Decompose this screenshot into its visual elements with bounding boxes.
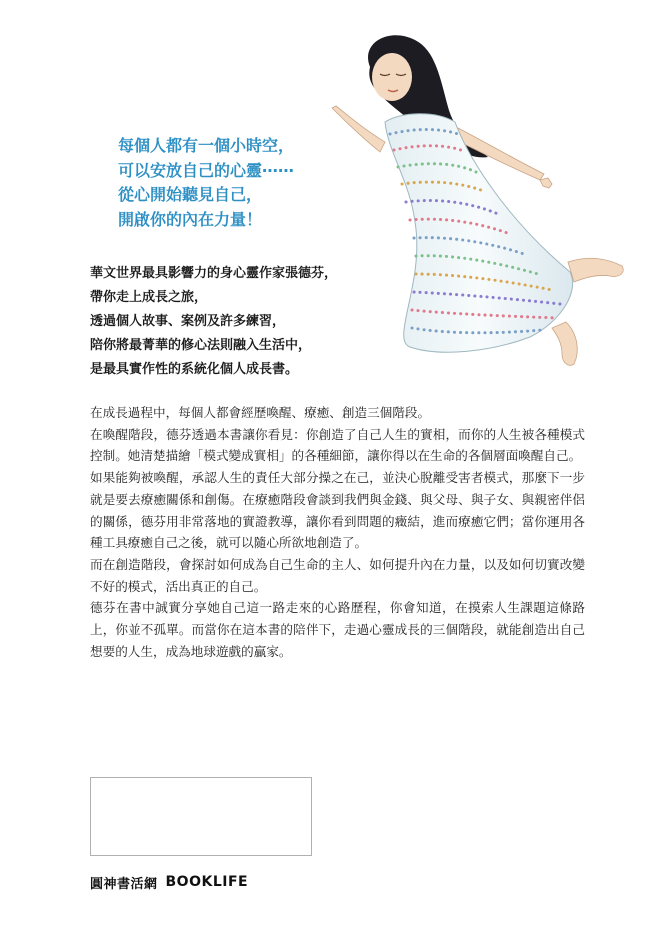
barcode-box (90, 777, 312, 856)
intro-line: 陪你將最菁華的修心法則融入生活中， (90, 338, 312, 353)
publisher-logo (90, 872, 248, 892)
publisher-name-en: BOOKLIFE (165, 874, 249, 890)
face (372, 53, 412, 101)
intro-line: 華文世界最具影響力的身心靈作家張德芬， (90, 266, 338, 281)
intro-line: 透過個人故事、案例及許多練習， (90, 314, 286, 329)
body-paragraph: 如果能夠被喚醒，承認人生的責任大部分操之在己，並決心脫離受害者模式，那麼下一步就是要去療癒關係和創傷。在療癒階段會談到我們與金錢、與父母、與子女、與親密伴侶的關係，德芬用非常落地的實證教導，讓你看到問題的癥結，進而療癒它們；當你運用各種工具療癒自己之後，就可以隨心所欲地創造了。 (90, 470, 585, 551)
tagline-line: 可以安放自己的心靈⋯⋯ (118, 160, 295, 180)
body-text (90, 402, 585, 662)
intro-line: 是最具實作性的系統化個人成長書。 (90, 362, 299, 377)
body-paragraph: 而在創造階段，會探討如何成為自己生命的主人、如何提升內在力量，以及如何切實改變不好的模式，活出真正的自己。 (90, 556, 585, 594)
tagline-line: 每個人都有一個小時空， (118, 136, 295, 155)
body-paragraph: 德芬在書中誠實分享她自己這一路走來的心路歷程，你會知道，在摸索人生課題這條路上，你並不孤單。而當你在這本書的陪伴下，走過心靈成長的三個階段，就能創造出自己想要的人生，成為地球遊戲的贏家。 (90, 600, 585, 659)
publisher-name-zh: 圓神書活網 (90, 876, 158, 892)
foot-right (568, 258, 623, 282)
tagline-line: 從心開始聽見自己， (118, 185, 263, 204)
intro-paragraph (90, 262, 390, 382)
tagline (118, 134, 348, 232)
body-paragraph: 在喚醒階段，德芬透過本書讓你看見：你創造了自己人生的實相，而你的人生被各種模式控制。她清楚描繪「模式變成實相」的各種細節，讓你得以在生命的各個層面喚醒自己。 (90, 426, 585, 464)
body-paragraph: 在成長過程中，每個人都會經歷喚醒、療癒、創造三個階段。 (90, 405, 431, 420)
intro-line: 帶你走上成長之旅， (90, 290, 208, 305)
foot-left (552, 322, 577, 365)
tagline-line: 開啟你的內在力量！ (118, 209, 263, 229)
